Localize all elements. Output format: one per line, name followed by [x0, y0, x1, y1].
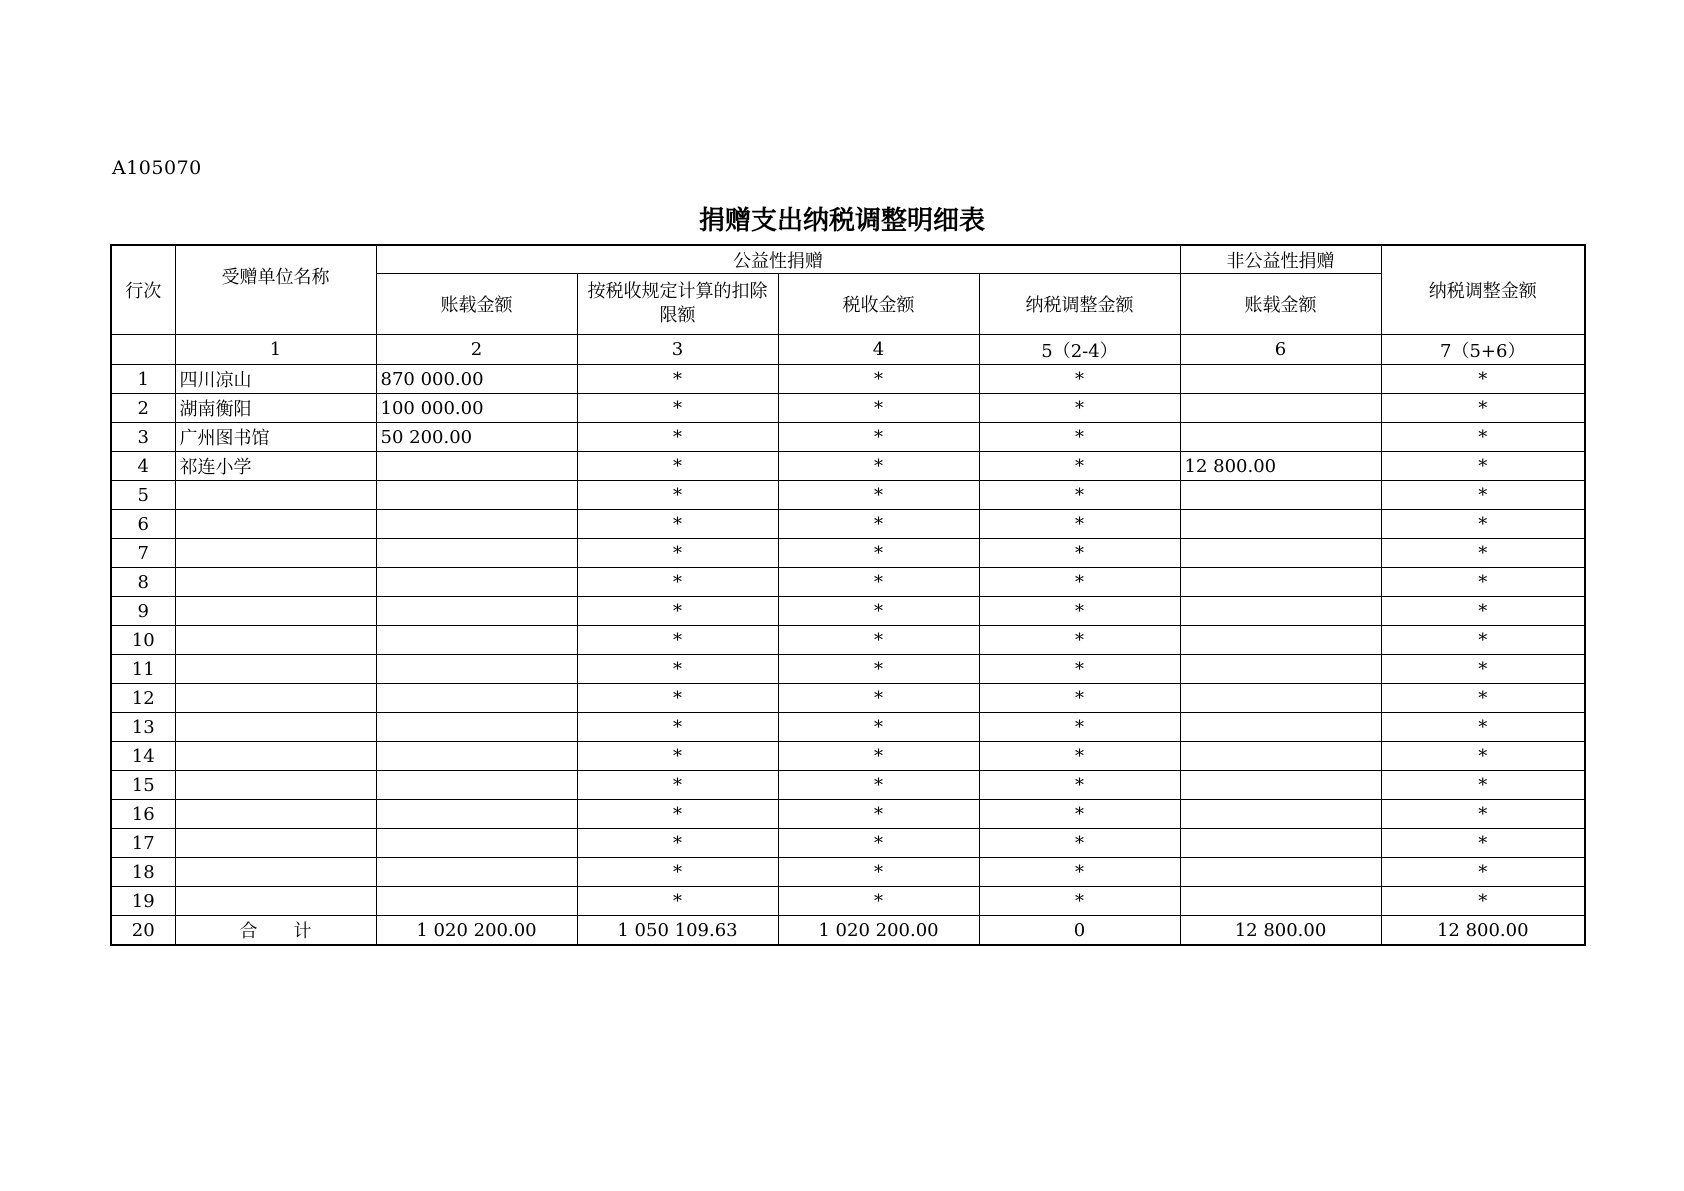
deduct-limit-cell: *: [577, 742, 778, 771]
tax-amount-cell: *: [778, 452, 979, 481]
nonpublic-book-amount-cell: 12 800.00: [1180, 452, 1381, 481]
adjust-total-cell: *: [1381, 800, 1585, 829]
header-np-book-amount: 账载金额: [1180, 274, 1381, 335]
header-nonpublic-group: 非公益性捐赠: [1180, 245, 1381, 274]
adjust-amount-cell: *: [979, 684, 1180, 713]
recipient-name-cell: [175, 684, 376, 713]
adjust-amount-cell: *: [979, 481, 1180, 510]
nonpublic-book-amount-cell: [1180, 394, 1381, 423]
book-amount-cell: [376, 800, 577, 829]
deduct-limit-cell: *: [577, 365, 778, 394]
nonpublic-book-amount-cell: [1180, 800, 1381, 829]
nonpublic-book-amount-cell: [1180, 568, 1381, 597]
deduct-limit-cell: *: [577, 800, 778, 829]
header-tax-amount: 税收金额: [778, 274, 979, 335]
total-adjust-amount: 0: [979, 916, 1180, 946]
book-amount-cell: [376, 539, 577, 568]
book-amount-cell: [376, 887, 577, 916]
table-row: [111, 626, 1585, 655]
column-number: 4: [778, 335, 979, 365]
column-number: 5（2-4）: [979, 335, 1180, 365]
column-number: 7（5+6）: [1381, 335, 1585, 365]
deduct-limit-cell: *: [577, 510, 778, 539]
adjust-amount-cell: *: [979, 858, 1180, 887]
deduct-limit-cell: *: [577, 713, 778, 742]
row-number: 5: [111, 481, 175, 510]
tax-amount-cell: *: [778, 568, 979, 597]
table-row: [111, 539, 1585, 568]
deduct-limit-cell: *: [577, 394, 778, 423]
tax-amount-cell: *: [778, 713, 979, 742]
adjust-total-cell: *: [1381, 510, 1585, 539]
adjust-amount-cell: *: [979, 568, 1180, 597]
recipient-name-cell: [175, 829, 376, 858]
row-number: 12: [111, 684, 175, 713]
row-number: 14: [111, 742, 175, 771]
nonpublic-book-amount-cell: [1180, 858, 1381, 887]
book-amount-cell: [376, 655, 577, 684]
book-amount-cell: [376, 510, 577, 539]
table-row: [111, 829, 1585, 858]
tax-amount-cell: *: [778, 800, 979, 829]
book-amount-cell: [376, 713, 577, 742]
row-number: 9: [111, 597, 175, 626]
total-row-number: 20: [111, 916, 175, 946]
table-row: [111, 452, 1585, 481]
book-amount-cell: [376, 742, 577, 771]
tax-amount-cell: *: [778, 887, 979, 916]
total-tax-amount: 1 020 200.00: [778, 916, 979, 946]
adjust-total-cell: *: [1381, 481, 1585, 510]
adjust-amount-cell: *: [979, 365, 1180, 394]
column-number: 1: [175, 335, 376, 365]
adjust-total-cell: *: [1381, 771, 1585, 800]
recipient-name-cell: [175, 858, 376, 887]
table-row: [111, 423, 1585, 452]
adjust-total-cell: *: [1381, 626, 1585, 655]
column-number: 2: [376, 335, 577, 365]
deduct-limit-cell: *: [577, 655, 778, 684]
book-amount-cell: [376, 452, 577, 481]
tax-amount-cell: *: [778, 539, 979, 568]
adjust-amount-cell: *: [979, 423, 1180, 452]
header-recipient: 受赠单位名称: [175, 245, 376, 335]
nonpublic-book-amount-cell: [1180, 887, 1381, 916]
row-number: 10: [111, 626, 175, 655]
tax-amount-cell: *: [778, 597, 979, 626]
table-row: [111, 771, 1585, 800]
header-book-amount: 账载金额: [376, 274, 577, 335]
total-nonpublic-book-amount: 12 800.00: [1180, 916, 1381, 946]
deduct-limit-cell: *: [577, 568, 778, 597]
adjust-total-cell: *: [1381, 829, 1585, 858]
recipient-name-cell: [175, 626, 376, 655]
deduct-limit-cell: *: [577, 597, 778, 626]
adjust-total-cell: *: [1381, 452, 1585, 481]
column-number: 3: [577, 335, 778, 365]
adjust-amount-cell: *: [979, 742, 1180, 771]
header-adjust-amount: 纳税调整金额: [979, 274, 1180, 335]
nonpublic-book-amount-cell: [1180, 713, 1381, 742]
row-number: 16: [111, 800, 175, 829]
row-number: 8: [111, 568, 175, 597]
row-number: 15: [111, 771, 175, 800]
book-amount-cell: [376, 626, 577, 655]
donation-adjustment-table: [110, 244, 1586, 946]
deduct-limit-cell: *: [577, 626, 778, 655]
table-row: [111, 597, 1585, 626]
header-adjust-total: 纳税调整金额: [1381, 245, 1585, 335]
adjust-total-cell: *: [1381, 365, 1585, 394]
recipient-name-cell: 湖南衡阳: [175, 394, 376, 423]
book-amount-cell: 100 000.00: [376, 394, 577, 423]
tax-amount-cell: *: [778, 742, 979, 771]
tax-amount-cell: *: [778, 423, 979, 452]
total-deduct-limit: 1 050 109.63: [577, 916, 778, 946]
recipient-name-cell: [175, 713, 376, 742]
adjust-amount-cell: *: [979, 771, 1180, 800]
adjust-total-cell: *: [1381, 684, 1585, 713]
header-row-1: [111, 245, 1585, 274]
recipient-name-cell: 四川凉山: [175, 365, 376, 394]
adjust-total-cell: *: [1381, 568, 1585, 597]
book-amount-cell: [376, 858, 577, 887]
total-row: [111, 916, 1585, 946]
adjust-amount-cell: *: [979, 829, 1180, 858]
book-amount-cell: 870 000.00: [376, 365, 577, 394]
recipient-name-cell: [175, 597, 376, 626]
nonpublic-book-amount-cell: [1180, 423, 1381, 452]
table-row: [111, 365, 1585, 394]
row-number: 6: [111, 510, 175, 539]
total-label: 合 计: [175, 916, 376, 946]
recipient-name-cell: [175, 568, 376, 597]
recipient-name-cell: [175, 742, 376, 771]
nonpublic-book-amount-cell: [1180, 481, 1381, 510]
tax-amount-cell: *: [778, 858, 979, 887]
tax-amount-cell: *: [778, 829, 979, 858]
row-number: 19: [111, 887, 175, 916]
book-amount-cell: [376, 684, 577, 713]
table-row: [111, 713, 1585, 742]
adjust-total-cell: *: [1381, 713, 1585, 742]
adjust-amount-cell: *: [979, 626, 1180, 655]
form-code: A105070: [112, 157, 202, 179]
nonpublic-book-amount-cell: [1180, 626, 1381, 655]
recipient-name-cell: [175, 510, 376, 539]
total-adjust-total: 12 800.00: [1381, 916, 1585, 946]
header-row-no: 行次: [111, 245, 175, 335]
tax-amount-cell: *: [778, 510, 979, 539]
tax-amount-cell: *: [778, 481, 979, 510]
tax-amount-cell: *: [778, 394, 979, 423]
table-row: [111, 394, 1585, 423]
table-row: [111, 510, 1585, 539]
column-number-row: [111, 335, 1585, 365]
deduct-limit-cell: *: [577, 829, 778, 858]
adjust-amount-cell: *: [979, 800, 1180, 829]
row-number: 1: [111, 365, 175, 394]
tax-amount-cell: *: [778, 626, 979, 655]
adjust-total-cell: *: [1381, 742, 1585, 771]
recipient-name-cell: 祁连小学: [175, 452, 376, 481]
header-public-group: 公益性捐赠: [376, 245, 1180, 274]
column-number: 6: [1180, 335, 1381, 365]
tax-amount-cell: *: [778, 771, 979, 800]
adjust-total-cell: *: [1381, 423, 1585, 452]
row-number: 3: [111, 423, 175, 452]
total-book-amount: 1 020 200.00: [376, 916, 577, 946]
table-row: [111, 887, 1585, 916]
book-amount-cell: [376, 481, 577, 510]
tax-amount-cell: *: [778, 684, 979, 713]
adjust-amount-cell: *: [979, 887, 1180, 916]
row-number: 18: [111, 858, 175, 887]
table-row: [111, 568, 1585, 597]
row-number: 17: [111, 829, 175, 858]
nonpublic-book-amount-cell: [1180, 742, 1381, 771]
table-row: [111, 481, 1585, 510]
row-number: 11: [111, 655, 175, 684]
adjust-total-cell: *: [1381, 655, 1585, 684]
nonpublic-book-amount-cell: [1180, 655, 1381, 684]
nonpublic-book-amount-cell: [1180, 510, 1381, 539]
column-number-blank: [111, 335, 175, 365]
recipient-name-cell: 广州图书馆: [175, 423, 376, 452]
book-amount-cell: 50 200.00: [376, 423, 577, 452]
nonpublic-book-amount-cell: [1180, 684, 1381, 713]
table-row: [111, 655, 1585, 684]
book-amount-cell: [376, 568, 577, 597]
recipient-name-cell: [175, 887, 376, 916]
deduct-limit-cell: *: [577, 771, 778, 800]
row-number: 7: [111, 539, 175, 568]
adjust-total-cell: *: [1381, 394, 1585, 423]
tax-amount-cell: *: [778, 365, 979, 394]
table-row: [111, 858, 1585, 887]
adjust-amount-cell: *: [979, 394, 1180, 423]
deduct-limit-cell: *: [577, 858, 778, 887]
deduct-limit-cell: *: [577, 452, 778, 481]
nonpublic-book-amount-cell: [1180, 771, 1381, 800]
nonpublic-book-amount-cell: [1180, 597, 1381, 626]
recipient-name-cell: [175, 655, 376, 684]
nonpublic-book-amount-cell: [1180, 829, 1381, 858]
adjust-amount-cell: *: [979, 597, 1180, 626]
row-number: 2: [111, 394, 175, 423]
nonpublic-book-amount-cell: [1180, 539, 1381, 568]
adjust-total-cell: *: [1381, 539, 1585, 568]
adjust-total-cell: *: [1381, 597, 1585, 626]
row-number: 4: [111, 452, 175, 481]
deduct-limit-cell: *: [577, 887, 778, 916]
adjust-amount-cell: *: [979, 713, 1180, 742]
row-number: 13: [111, 713, 175, 742]
book-amount-cell: [376, 771, 577, 800]
book-amount-cell: [376, 829, 577, 858]
recipient-name-cell: [175, 539, 376, 568]
deduct-limit-cell: *: [577, 481, 778, 510]
adjust-amount-cell: *: [979, 539, 1180, 568]
deduct-limit-cell: *: [577, 423, 778, 452]
adjust-amount-cell: *: [979, 655, 1180, 684]
deduct-limit-cell: *: [577, 684, 778, 713]
nonpublic-book-amount-cell: [1180, 365, 1381, 394]
table-row: [111, 742, 1585, 771]
adjust-total-cell: *: [1381, 887, 1585, 916]
adjust-total-cell: *: [1381, 858, 1585, 887]
tax-amount-cell: *: [778, 655, 979, 684]
adjust-amount-cell: *: [979, 510, 1180, 539]
deduct-limit-cell: *: [577, 539, 778, 568]
adjust-amount-cell: *: [979, 452, 1180, 481]
recipient-name-cell: [175, 481, 376, 510]
table-row: [111, 684, 1585, 713]
header-deduct-limit: 按税收规定计算的扣除限额: [577, 274, 778, 335]
book-amount-cell: [376, 597, 577, 626]
recipient-name-cell: [175, 800, 376, 829]
recipient-name-cell: [175, 771, 376, 800]
table-row: [111, 800, 1585, 829]
form-title: 捐赠支出纳税调整明细表: [698, 206, 985, 236]
